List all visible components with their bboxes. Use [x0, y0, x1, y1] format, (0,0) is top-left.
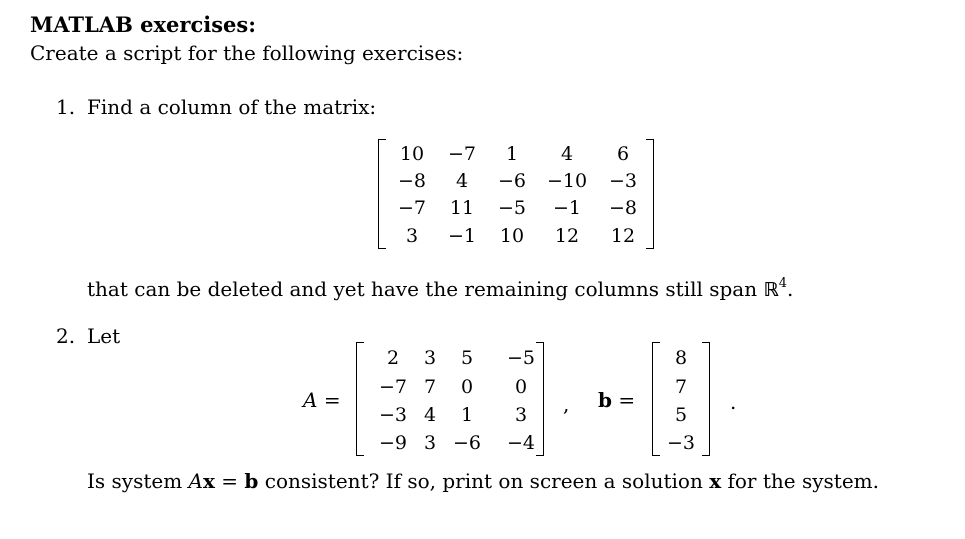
matrix-cell: 0: [514, 376, 528, 398]
vector-b-equation: [598, 388, 635, 412]
question-prefix: Is system: [87, 469, 189, 493]
matrix-cell: 3: [405, 225, 419, 247]
real-space-symbol: ℝ: [763, 279, 779, 301]
matrix-cell: −6: [497, 170, 526, 192]
matrix-cell: 3: [423, 347, 437, 369]
matrix-a: [356, 342, 544, 456]
followup-period: .: [786, 277, 794, 301]
matrix-cell: 4: [560, 143, 574, 165]
matrix-cell: 3: [514, 404, 528, 426]
matrix-cell: 4: [455, 170, 469, 192]
space-exponent: 4: [778, 276, 787, 291]
matrix-cell: −10: [546, 170, 588, 192]
vector-b: [652, 342, 710, 456]
question-b: b: [244, 469, 259, 493]
matrix-cell: −8: [397, 170, 426, 192]
matrix-cell: 0: [460, 376, 474, 398]
matrix-cell: −4: [506, 432, 535, 454]
matrix-cell: −7: [447, 143, 476, 165]
matrix-cell: 5: [460, 347, 474, 369]
question-x2: x: [709, 469, 722, 493]
question-suffix: for the system.: [721, 469, 879, 493]
exercise-2-question: [87, 469, 879, 493]
matrix-cell: 1: [460, 404, 474, 426]
matrix-cell: −1: [447, 225, 476, 247]
matrix-cell: −7: [397, 197, 426, 219]
matrix-cell: 1: [505, 143, 519, 165]
equation-terminator: .: [730, 390, 737, 414]
question-x: x: [203, 469, 215, 493]
matrix-cell: 2: [386, 347, 400, 369]
matrix-cell: 6: [616, 143, 630, 165]
exercise-1-prompt: Find a column of the matrix:: [87, 95, 377, 119]
question-eq: =: [214, 469, 245, 493]
matrix-cell: −1: [552, 197, 581, 219]
matrix-cell: 10: [399, 143, 425, 165]
matrix-cell: −5: [497, 197, 526, 219]
matrix-cell: 12: [554, 225, 580, 247]
matrix-cell: −5: [506, 347, 535, 369]
matrix-cell: −7: [378, 376, 407, 398]
question-a: A: [188, 469, 203, 493]
vector-cell: 5: [674, 404, 688, 426]
page-title: MATLAB exercises:: [30, 12, 256, 37]
exercise-1-matrix: [378, 139, 654, 249]
equals-sign: =: [323, 388, 341, 412]
matrix-a-label: A: [303, 388, 318, 412]
matrix-cell: 10: [499, 225, 525, 247]
exercise-1-followup: [87, 276, 793, 301]
matrix-cell: −6: [452, 432, 481, 454]
matrix-cell: 7: [423, 376, 437, 398]
exercise-2-prompt: Let: [87, 324, 121, 348]
equals-sign: =: [618, 388, 636, 412]
vector-cell: 7: [674, 376, 688, 398]
matrix-cell: −3: [378, 404, 407, 426]
page-subtitle: Create a script for the following exercises:: [30, 41, 464, 65]
matrix-cell: 3: [423, 432, 437, 454]
matrix-cell: 11: [449, 197, 475, 219]
vector-cell: −3: [666, 432, 695, 454]
vector-b-label: b: [598, 388, 612, 412]
matrix-a-equation: [303, 388, 341, 412]
matrix-cell: −9: [378, 432, 407, 454]
exercise-2-number: 2.: [56, 324, 76, 348]
question-mid: consistent? If so, print on screen a solution: [258, 469, 710, 493]
followup-text: that can be deleted and yet have the remaining columns still span: [87, 277, 764, 301]
matrix-cell: −8: [608, 197, 637, 219]
exercise-1-number: 1.: [56, 95, 76, 119]
matrix-separator: ,: [563, 392, 570, 416]
vector-cell: 8: [674, 347, 688, 369]
matrix-cell: −3: [608, 170, 637, 192]
matrix-cell: 4: [423, 404, 437, 426]
matrix-cell: 12: [610, 225, 636, 247]
